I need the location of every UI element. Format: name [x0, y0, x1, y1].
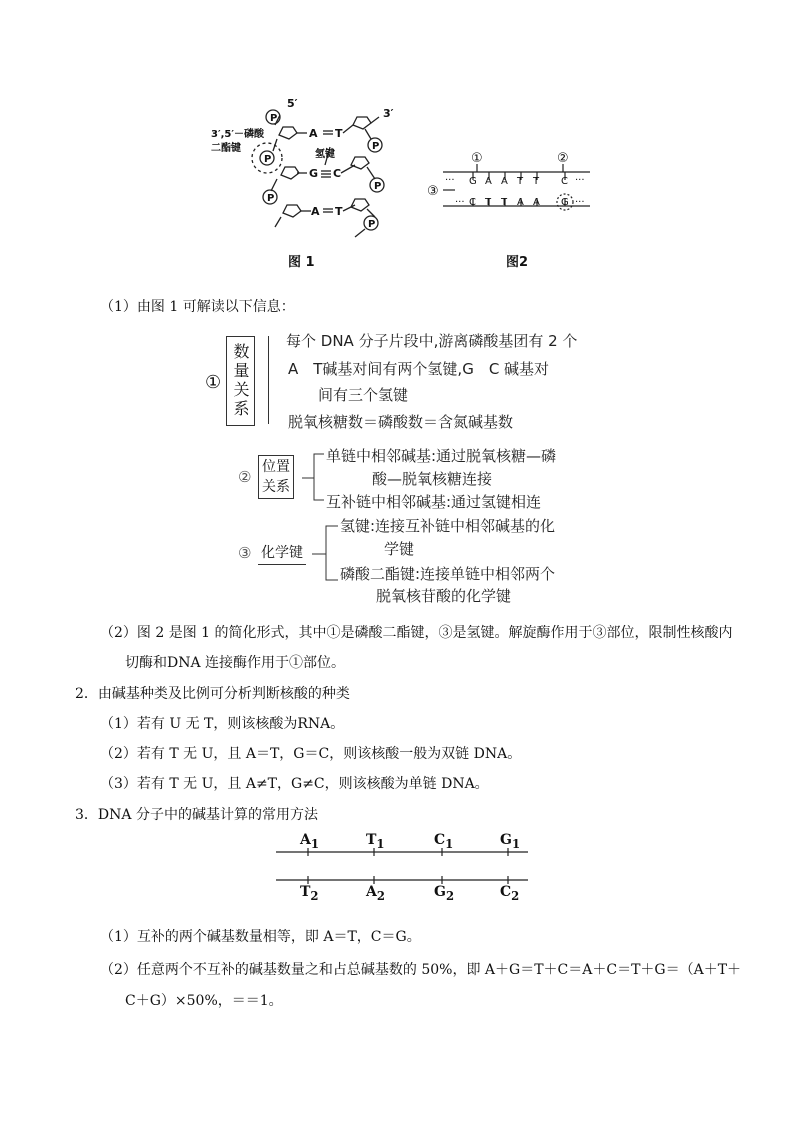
figure-1-dna-diagram	[205, 95, 405, 240]
base-letter: A	[300, 832, 311, 848]
base-subscript: 1	[310, 836, 319, 851]
base-letter: G	[500, 832, 512, 848]
quantity-line-3: 间有三个氢键	[318, 386, 409, 404]
section-2-item-3: （3）若有 T 无 U，且 A≠T，G≠C，则该核酸为单链 DNA。	[100, 776, 489, 792]
section-3-item-1: （1）互补的两个碱基数量相等，即 A＝T，C＝G。	[100, 929, 421, 945]
strand2-a	[366, 884, 385, 903]
top-base: G	[469, 176, 477, 187]
figure-2-caption: 图2	[506, 255, 529, 270]
phosphate-label: P	[368, 219, 376, 230]
base-letter: C	[434, 832, 446, 848]
top-base: C	[561, 176, 568, 187]
base-a-1: A	[309, 127, 318, 140]
strand1-g	[500, 832, 520, 851]
position-box-line-2: 关系	[262, 479, 290, 495]
base-subscript: 2	[445, 888, 455, 903]
dots-bottom-right: ···	[575, 197, 585, 208]
section-2-heading: 2．由碱基种类及比例可分析判断核酸的种类	[75, 686, 350, 702]
marker-3: ③	[427, 184, 439, 199]
section-3-heading: 3．DNA 分子中的碱基计算的常用方法	[75, 807, 318, 823]
info-number-2: ②	[238, 468, 252, 486]
dots-top-right: ···	[575, 175, 585, 186]
bond-line-1: 氢键:连接互补链中相邻碱基的化	[340, 517, 556, 535]
base-subscript: 1	[376, 836, 385, 851]
label-hydrogen-bond: 氢键	[315, 149, 335, 160]
dots-top-left: ···	[445, 175, 455, 186]
info-number-1: ①	[205, 372, 222, 393]
quantity-line-2: A T碱基对间有两个氢键,G C 碱基对	[288, 360, 550, 378]
bond-line-2: 学键	[384, 540, 415, 558]
bracket-2	[296, 450, 326, 506]
bottom-base: T	[485, 197, 492, 208]
base-letter: A	[366, 884, 377, 900]
base-letter: T	[300, 884, 311, 900]
position-line-2: 酸—脱氧核糖连接	[372, 470, 493, 488]
base-c-2: C	[333, 167, 342, 180]
section-2-item-2: （2）若有 T 无 U，且 A＝T，G＝C，则该核酸一般为双链 DNA。	[100, 746, 522, 762]
base-letter: T	[366, 832, 377, 848]
phosphate-label: P	[374, 181, 382, 192]
marker-2: ②	[557, 151, 569, 166]
top-base: A	[485, 176, 492, 187]
base-subscript: 1	[511, 836, 521, 851]
quantity-line-4: 脱氧核糖数＝磷酸数＝含氮碱基数	[288, 413, 514, 431]
position-relation-box	[258, 455, 294, 499]
figure-2-dna-diagram	[425, 150, 595, 215]
section-3-item-2-line-2: C＋G）×50%，＝＝1。	[125, 993, 283, 1009]
base-subscript: 2	[511, 888, 520, 903]
section-1-intro: （1）由图 1 可解读以下信息：	[100, 299, 295, 315]
label-phosphodiester: 3′,5′－磷酸	[211, 129, 264, 140]
section-3-item-2-line-1: （2）任意两个不互补的碱基数量之和占总碱基数的 50%，即 A＋G＝T＋C＝A＋C＝T＋G＝（A＋T＋	[100, 962, 742, 978]
bond-line-4: 脱氧核苷酸的化学键	[376, 587, 512, 605]
base-subscript: 1	[445, 836, 454, 851]
bottom-base: A	[533, 197, 540, 208]
base-a-3: A	[311, 205, 320, 218]
strand2-t	[300, 884, 319, 903]
bracket-3	[306, 520, 340, 586]
base-t-3: T	[335, 205, 343, 218]
phosphate-label: P	[372, 141, 380, 152]
phosphate-label: P	[270, 113, 278, 124]
bottom-base: A	[517, 197, 524, 208]
phosphate-label: P	[264, 154, 272, 165]
strand2-c	[500, 884, 519, 903]
base-g-2: G	[309, 167, 319, 180]
base-t-1: T	[335, 127, 343, 140]
position-box-line-1: 位置	[262, 459, 290, 475]
quantity-line-1: 每个 DNA 分子片段中,游离磷酸基团有 2 个	[286, 332, 578, 350]
info-number-3: ③	[238, 544, 252, 562]
label-3-prime: 3′	[383, 107, 394, 120]
base-subscript: 2	[310, 888, 319, 903]
top-base: A	[501, 176, 508, 187]
base-letter: C	[500, 884, 512, 900]
figure-1-caption: 图 1	[288, 255, 315, 270]
strand2-g	[434, 884, 454, 903]
paragraph-2-line-1: （2）图 2 是图 1 的简化形式，其中①是磷酸二酯键，③是氢键。解旋酶作用于③部位，限制性核酸内	[100, 625, 733, 641]
top-base: T	[533, 176, 540, 187]
bottom-base: C	[469, 197, 476, 208]
bracket-line	[268, 336, 269, 424]
position-line-3: 互补链中相邻碱基:通过氢键相连	[326, 493, 542, 511]
top-base: T	[517, 176, 524, 187]
label-5-prime: 5′	[287, 97, 298, 110]
strand1-c	[434, 832, 453, 851]
bottom-base: G	[561, 197, 569, 208]
chemical-bond-box: 化学键	[258, 542, 306, 565]
strand1-a	[300, 832, 319, 851]
quantity-relation-box: 数量关系	[226, 336, 255, 426]
base-subscript: 2	[376, 888, 385, 903]
paragraph-2-line-2: 切酶和DNA 连接酶作用于①部位。	[125, 655, 346, 671]
bond-line-3: 磷酸二酯键:连接单链中相邻两个	[340, 565, 556, 583]
marker-1: ①	[471, 151, 483, 166]
bottom-base: T	[501, 197, 508, 208]
base-letter: G	[434, 884, 446, 900]
position-line-1: 单链中相邻碱基:通过脱氧核糖—磷	[326, 447, 557, 465]
dots-bottom-left: ···	[455, 197, 465, 208]
phosphate-label: P	[267, 193, 275, 204]
label-phosphodiester-2: 二酯键	[211, 143, 241, 154]
strand1-t	[366, 832, 385, 851]
section-2-item-1: （1）若有 U 无 T，则该核酸为RNA。	[100, 716, 345, 732]
